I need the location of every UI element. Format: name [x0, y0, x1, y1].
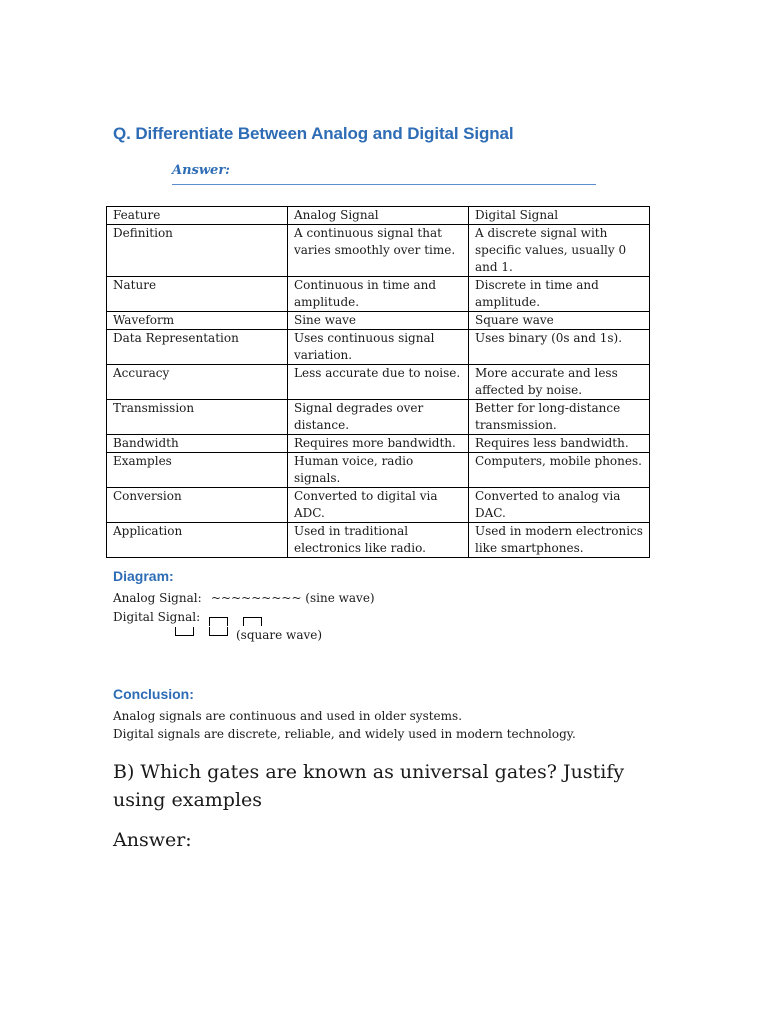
feature-cell: Data Representation [107, 330, 288, 365]
digital-cell: Computers, mobile phones. [469, 453, 650, 488]
analog-cell: Continuous in time and amplitude. [288, 277, 469, 312]
table-row [107, 488, 650, 523]
table-row [107, 312, 650, 330]
digital-cell: Better for long-distance transmission. [469, 400, 650, 435]
table-header-cell: Feature [107, 207, 288, 225]
analog-cell: Human voice, radio signals. [288, 453, 469, 488]
conclusion-line-2: Digital signals are discrete, reliable, and widely used in modern technology. [113, 727, 576, 741]
analog-wave-text: ~~~~~~~~~ (sine wave) [211, 591, 375, 605]
digital-signal-label: Digital Signal: [113, 610, 201, 624]
analog-cell: Converted to digital via ADC. [288, 488, 469, 523]
table-row [107, 225, 650, 277]
conclusion-line-1: Analog signals are continuous and used in older systems. [113, 709, 463, 723]
table-header-cell: Digital Signal [469, 207, 650, 225]
feature-cell: Waveform [107, 312, 288, 330]
analog-cell: Sine wave [288, 312, 469, 330]
digital-wave-note: (square wave) [236, 628, 323, 642]
table-row [107, 400, 650, 435]
digital-cell: More accurate and less affected by noise. [469, 365, 650, 400]
feature-cell: Examples [107, 453, 288, 488]
feature-cell: Nature [107, 277, 288, 312]
analog-cell: Less accurate due to noise. [288, 365, 469, 400]
part-b-question: B) Which gates are known as universal gates? Justify using examples [113, 761, 625, 811]
answer-underline [172, 184, 596, 185]
analog-cell: Requires more bandwidth. [288, 435, 469, 453]
digital-cell: Square wave [469, 312, 650, 330]
feature-cell: Accuracy [107, 365, 288, 400]
digital-cell: Uses binary (0s and 1s). [469, 330, 650, 365]
feature-cell: Transmission [107, 400, 288, 435]
analog-cell: Signal degrades over distance. [288, 400, 469, 435]
analog-cell: A continuous signal that varies smoothly over time. [288, 225, 469, 277]
table-header-cell: Analog Signal [288, 207, 469, 225]
table-row [107, 435, 650, 453]
conclusion-heading: Conclusion: [113, 686, 194, 702]
answer-label: Answer: [172, 163, 230, 178]
digital-cell: Used in modern electronics like smartphones. [469, 523, 650, 558]
square-pulse-low-2 [209, 627, 228, 636]
table-row [107, 277, 650, 312]
comparison-table [106, 206, 650, 558]
feature-cell: Application [107, 523, 288, 558]
square-pulse-high-2 [243, 617, 262, 626]
table-row [107, 453, 650, 488]
analog-cell: Uses continuous signal variation. [288, 330, 469, 365]
table-row [107, 523, 650, 558]
table-header-row [107, 207, 650, 225]
square-pulse-low-1 [175, 627, 194, 636]
table-row [107, 330, 650, 365]
question-heading: Q. Differentiate Between Analog and Digital Signal [113, 124, 514, 143]
digital-cell: A discrete signal with specific values, usually 0 and 1. [469, 225, 650, 277]
part-b-answer-label: Answer: [113, 829, 192, 851]
analog-signal-label: Analog Signal: [113, 591, 202, 605]
digital-cell: Requires less bandwidth. [469, 435, 650, 453]
square-pulse-high-1 [209, 617, 228, 626]
digital-cell: Discrete in time and amplitude. [469, 277, 650, 312]
analog-cell: Used in traditional electronics like radio. [288, 523, 469, 558]
digital-cell: Converted to analog via DAC. [469, 488, 650, 523]
feature-cell: Conversion [107, 488, 288, 523]
diagram-heading: Diagram: [113, 568, 174, 584]
feature-cell: Bandwidth [107, 435, 288, 453]
table-row [107, 365, 650, 400]
feature-cell: Definition [107, 225, 288, 277]
